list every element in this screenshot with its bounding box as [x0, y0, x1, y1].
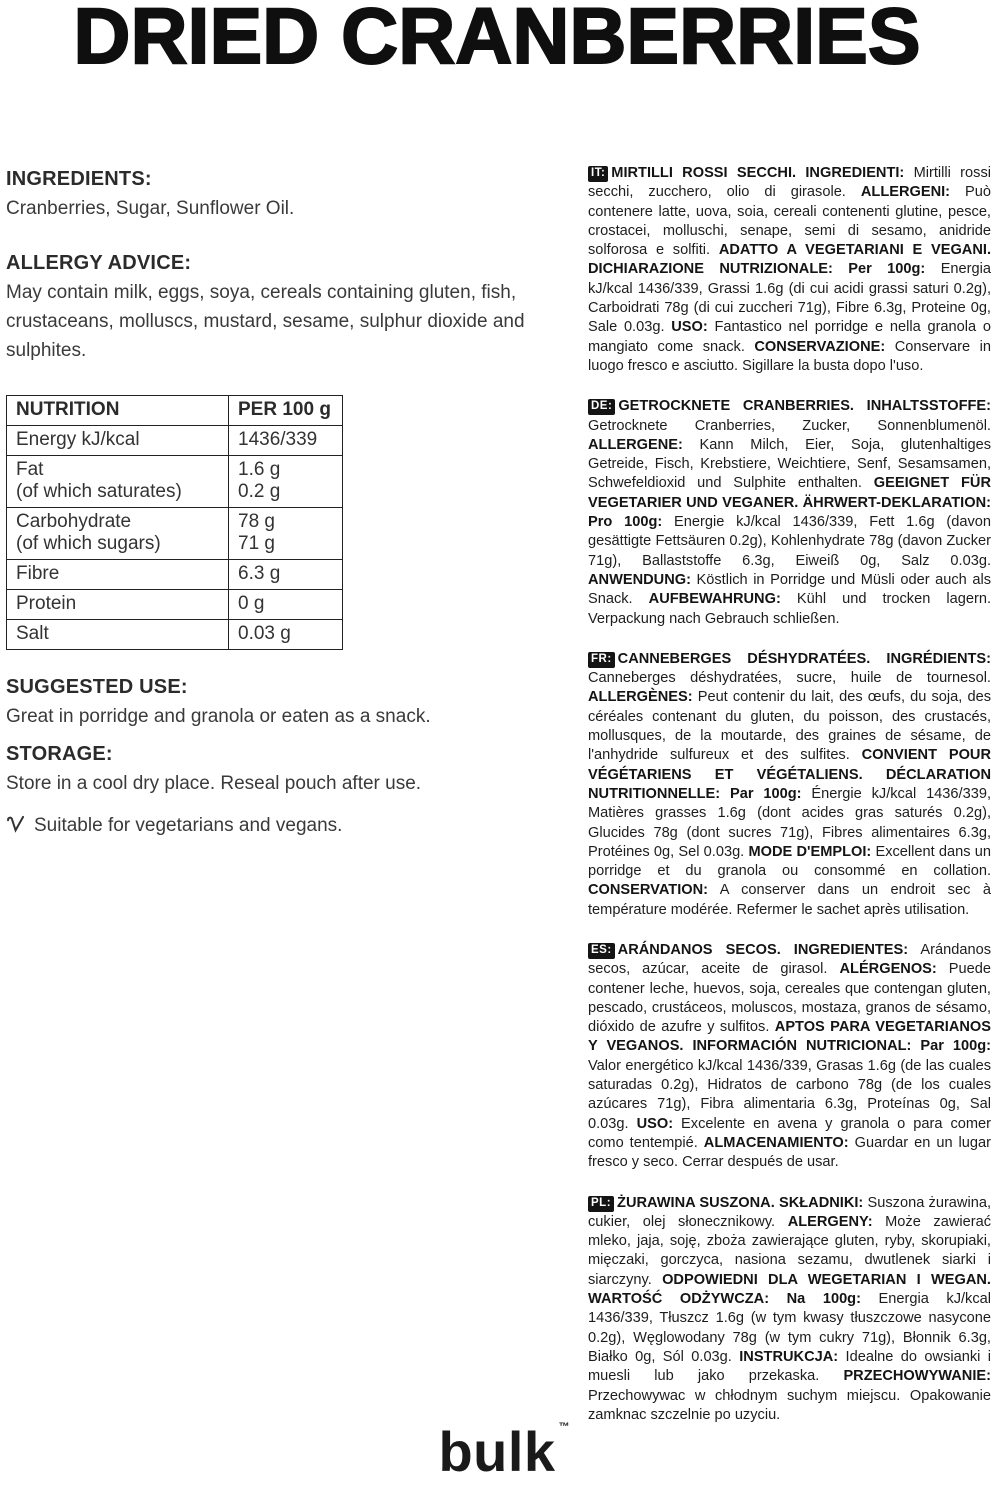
nutrition-row-label: Protein: [7, 590, 229, 620]
nutrition-row-value: 0.03 g: [229, 620, 343, 650]
lang-badge-fr: FR:: [588, 652, 615, 668]
lang-segment-text: Énergie kJ/kcal 1436/339, Matières grasses 1.6g (dont acides gras saturés 0.2g), Glucides 78g (dont sucres 71g), Fibres alimentaires 6.3g, Protéines 0g, Sel 0.03g.: [588, 785, 991, 860]
nutrition-header-label: NUTRITION: [7, 396, 229, 426]
lang-segment-text: Fantastico nel porridge e nella granola o mangiato come snack.: [588, 319, 991, 355]
lang-badge-es: ES:: [588, 943, 615, 959]
lang-segment-bold: ALMACENAMIENTO:: [703, 1134, 849, 1151]
nutrition-row: [7, 508, 343, 560]
lang-segment-bold: ŻURAWINA SUSZONA. SKŁADNIKI:: [617, 1194, 864, 1211]
lang-section-pl: [588, 1194, 991, 1426]
ingredients-heading: INGREDIENTS:: [6, 168, 152, 190]
lang-segment-text: Conservare in luogo fresco e asciutto. Sigillare la busta dopo l'uso.: [588, 338, 991, 374]
storage-section: [6, 741, 562, 798]
lang-segment-bold: ODPOWIEDNI DLA WEGETARIAN I WEGAN. WARTOŚĆ ODŻYWCZA: Na 100g:: [588, 1271, 991, 1308]
lang-segment-bold: CANNEBERGES DÉSHYDRATÉES. INGRÉDIENTS:: [617, 650, 991, 667]
allergy-heading: ALLERGY ADVICE:: [6, 252, 192, 274]
lang-segment-text: Arándanos secos, azúcar, aceite de girasol.: [588, 941, 991, 978]
storage-text: Store in a cool dry place. Reseal pouch after use.: [6, 773, 422, 794]
lang-segment-bold: ALLERGENI:: [860, 184, 951, 201]
storage-heading: STORAGE:: [6, 743, 113, 765]
lang-segment-bold: ALLERGÈNES:: [588, 689, 693, 706]
english-column: [6, 166, 562, 839]
lang-segment-bold: APTOS PARA VEGETARIANOS Y VEGANOS. INFORMACIÓN NUTRICIONAL: Par 100g:: [588, 1019, 991, 1055]
lang-segment-bold: CONSERVATION:: [588, 882, 708, 899]
lang-segment-text: Kann Milch, Eier, Soja, glutenhaltiges Getreide, Fisch, Krebstiere, Weichtiere, Senf, Sesamsamen, Schwefeldioxid und Sulphite enthalten.: [588, 436, 991, 492]
vegetarian-icon: [6, 814, 26, 839]
nutrition-row-value: 1436/339: [229, 426, 343, 456]
lang-segment-text: Suszona żurawina, cukier, olej słonecznikowy.: [588, 1194, 991, 1230]
nutrition-row: [7, 560, 343, 590]
allergy-section: [6, 250, 562, 365]
lang-segment-text: Energia kJ/kcal 1436/339, Grassi 1.6g (di cui acidi grassi saturi 0.2g), Carboidrati 78g (di cui zuccheri 71g), Fibre 6.3g, Proteine 0g, Sale 0.03g.: [588, 261, 992, 336]
bulk-logo-text: bulk: [438, 1420, 556, 1483]
lang-segment-text: Przechowywac w chłodnym suchym miejscu. Opakowanie zamknac szczelnie po uzyciu.: [588, 1387, 991, 1423]
lang-segment-bold: ALLERGENE:: [588, 436, 683, 453]
lang-section-es: [588, 941, 991, 1173]
lang-section-it: [588, 164, 991, 376]
lang-segment-text: Getrocknete Cranberries, Zucker, Sonnenblumenöl.: [588, 417, 991, 434]
nutrition-row-value: 1.6 g 0.2 g: [229, 456, 343, 508]
nutrition-row: [7, 590, 343, 620]
lang-segment-text: Köstlich in Porridge und Müsli oder auch als Snack.: [588, 571, 991, 608]
nutrition-row-label: Energy kJ/kcal: [7, 426, 229, 456]
multilang-column: [588, 164, 991, 1446]
lang-section-de: [588, 397, 991, 629]
lang-segment-text: Peut contenir du lait, des œufs, du soja, des céréales contenant du gluten, du poisson, des crustacés, mollusques, de la moutarde, des graines de sésame, de l'anhydride sulfureux et des sulfites.: [588, 689, 991, 764]
lang-section-fr: [588, 650, 991, 920]
lang-segment-text: Idealne do owsianki i muesli lub jako przekaska.: [588, 1348, 991, 1385]
allergy-text: May contain milk, eggs, soya, cereals containing gluten, fish, crustaceans, molluscs, mustard, sesame, sulphur dioxide and sulphites.: [6, 282, 525, 361]
lang-segment-bold: MODE D'EMPLOI:: [748, 843, 872, 860]
suggested-use-section: [6, 674, 562, 731]
lang-segment-text: Kühl und trocken lagern. Verpackung nach Gebrauch schließen.: [588, 591, 991, 627]
lang-segment-text: Può contenere latte, uova, soia, cereali contenenti glutine, pesce, crostacei, molluschi, senape, semi di sesamo, anidride solforosa e solfiti.: [588, 184, 991, 259]
lang-segment-bold: USO:: [671, 319, 708, 336]
vegetarian-text: Suitable for vegetarians and vegans.: [34, 814, 343, 836]
nutrition-table: [6, 395, 343, 650]
nutrition-row: [7, 426, 343, 456]
nutrition-row-value: 0 g: [229, 590, 343, 620]
vegetarian-note: [6, 812, 562, 839]
lang-segment-text: Guardar en un lugar fresco y seco. Cerrar después de usar.: [588, 1134, 991, 1171]
product-title: DRIED CRANBERRIES: [73, 0, 921, 80]
nutrition-row-label: Fibre: [7, 560, 229, 590]
lang-segment-bold: ALÉRGENOS:: [839, 961, 937, 978]
lang-badge-pl: PL:: [588, 1196, 614, 1212]
nutrition-header-row: [7, 396, 343, 426]
lang-segment-bold: PRZECHOWYWANIE:: [843, 1368, 991, 1385]
lang-segment-bold: ADATTO A VEGETARIANI E VEGANI. DICHIARAZIONE NUTRIZIONALE: Per 100g:: [588, 242, 991, 278]
nutrition-row: [7, 456, 343, 508]
ingredients-text: Cranberries, Sugar, Sunflower Oil.: [6, 198, 295, 219]
nutrition-table-body: [7, 426, 343, 650]
lang-segment-text: Energia kJ/kcal 1436/339, Tłuszcz 1.6g (w tym kwasy tłuszczowe nasycone 0.2g), Węglowodany 78g (w tym cukry 71g), Błonnik 6.3g, Białko 0g, Sól 0.03g.: [588, 1291, 991, 1365]
lang-segment-bold: CONVIENT POUR VÉGÉTARIENS ET VÉGÉTALIENS. DÉCLARATION NUTRITIONNELLE: Par 100g:: [588, 747, 991, 802]
nutrition-row-value: 6.3 g: [229, 560, 343, 590]
lang-segment-bold: AUFBEWAHRUNG:: [648, 591, 781, 608]
lang-segment-text: Może zawierać mleko, jaja, soję, zboża zawierające gluten, ryby, skorupiaki, mięczaki, gorczyca, nasiona sezamu, dwutlenek siarki i siarczyny.: [588, 1213, 991, 1288]
nutrition-header-per100: PER 100 g: [229, 396, 343, 426]
lang-segment-text: A conserver dans un endroit sec à température modérée. Refermer le sachet après utilisation.: [588, 882, 991, 918]
lang-segment-bold: ANWENDUNG:: [588, 571, 691, 588]
nutrition-row-label: Fat (of which saturates): [7, 456, 229, 508]
suggested-use-text: Great in porridge and granola or eaten as a snack.: [6, 706, 431, 727]
lang-segment-bold: ARÁNDANOS SECOS. INGREDIENTES:: [617, 941, 909, 958]
lang-segment-text: Excellent dans un porridge et du granola ou consommé en collation.: [588, 843, 991, 880]
lang-badge-it: IT:: [588, 166, 608, 182]
lang-segment-text: Excelente en avena y granola o para comer como tentempié.: [588, 1115, 991, 1151]
bulk-logo: [438, 1420, 570, 1483]
lang-segment-text: Canneberges déshydratées, sucre, huile de tournesol.: [588, 670, 991, 687]
nutrition-row-value: 78 g 71 g: [229, 508, 343, 560]
nutrition-row-label: Salt: [7, 620, 229, 650]
ingredients-section: [6, 166, 562, 223]
lang-segment-bold: ALERGENY:: [787, 1213, 873, 1230]
footer: [0, 1420, 994, 1483]
lang-segment-text: Energie kJ/kcal 1436/339, Fett 1.6g (davon gesättigte Fettsäuren 0.2g), Kohlenhydrate 78g (davon Zucker 71g), Ballaststoffe 6.3g, Eiweiß 0g, Salz 0.03g.: [588, 514, 991, 569]
lang-segment-bold: GEEIGNET FÜR VEGETARIER UND VEGANER. ÄHRWERT-DEKLARATION: Pro 100g:: [588, 475, 991, 531]
lang-segment-bold: USO:: [636, 1115, 674, 1132]
suggested-use-heading: SUGGESTED USE:: [6, 676, 188, 698]
lang-segment-bold: CONSERVAZIONE:: [754, 338, 886, 355]
nutrition-row: [7, 620, 343, 650]
lang-badge-de: DE:: [588, 399, 615, 415]
nutrition-row-label: Carbohydrate (of which sugars): [7, 508, 229, 560]
trademark-symbol: ™: [558, 1421, 570, 1433]
lang-segment-text: Valor energético kJ/kcal 1436/339, Grasas 1.6g (de las cuales saturadas 0.2g), Hidratos de carbono 78g (de los cuales azúcares 71g), Fibra alimentaria 6.3g, Proteínas 0g, Sal 0.03g.: [588, 1057, 991, 1132]
lang-segment-bold: GETROCKNETE CRANBERRIES. INHALTSSTOFFE:: [618, 398, 991, 415]
lang-segment-text: Puede contener leche, huevos, soja, cereales que contengan gluten, pescado, crustáceos, moluscos, mostaza, granos de sésamo, dióxido de azufre y sulfitos.: [588, 961, 991, 1036]
lang-segment-bold: MIRTILLI ROSSI SECCHI. INGREDIENTI:: [611, 165, 905, 181]
lang-segment-bold: INSTRUKCJA:: [739, 1348, 839, 1365]
lang-segment-text: Mirtilli rossi secchi, zucchero, olio di girasole.: [588, 165, 991, 201]
